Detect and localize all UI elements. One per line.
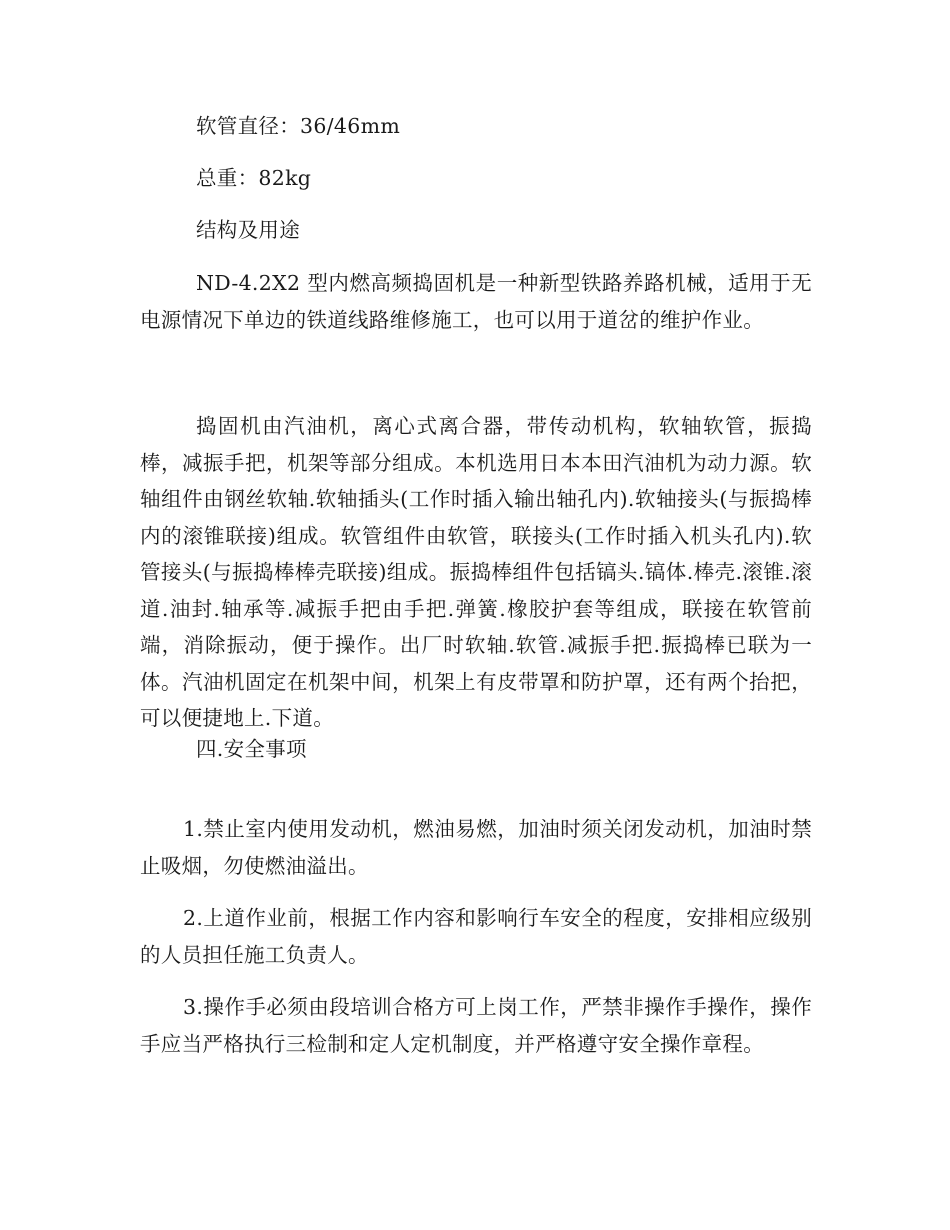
section-heading-structure: 结构及用途 [196, 218, 300, 242]
safety-item-3: 3.操作手必须由段培训合格方可上岗工作，严禁非操作手操作，操作手应当严格执行三检制和定人定机制度，并严格遵守安全操作章程。 [140, 995, 812, 1056]
section-heading-safety: 四.安全事项 [196, 737, 307, 761]
paragraph-intro: ND-4.2X2 型内燃高频捣固机是一种新型铁路养路机械，适用于无电源情况下单边的铁道线路维修施工，也可以用于道岔的维护作业。 [140, 271, 812, 332]
safety-item-1: 1.禁止室内使用发动机，燃油易燃，加油时须关闭发动机，加油时禁止吸烟，勿使燃油溢出。 [140, 817, 812, 878]
paragraph-components: 捣固机由汽油机，离心式离合器，带传动机构，软轴软管，振捣棒，减振手把，机架等部分组成。本机选用日本本田汽油机为动力源。软轴组件由钢丝软轴.软轴插头(工作时插入输出轴孔内).软轴接头(与振捣棒内的滚锥联接)组成。软管组件由软管，联接头(工作时插入机头孔内).软管接头(与振捣棒棒壳联接)组成。振捣棒组件包括镐头.镐体.棒壳.滚锥.滚道.油封.轴承等.减振手把由手把.弹簧.橡胶护套等组成，联接在软管前端，消除振动，便于操作。出厂时软轴.软管.减振手把.振捣棒已联为一体。汽油机固定在机架中间，机架上有皮带罩和防护罩，还有两个抬把，可以便捷地上.下道。 [140, 414, 812, 730]
spec-hose-diameter: 软管直径：36/46mm [196, 114, 401, 138]
spec-total-weight: 总重：82kg [196, 166, 312, 190]
safety-item-2: 2.上道作业前，根据工作内容和影响行车安全的程度，安排相应级别的人员担任施工负责人。 [140, 906, 812, 967]
